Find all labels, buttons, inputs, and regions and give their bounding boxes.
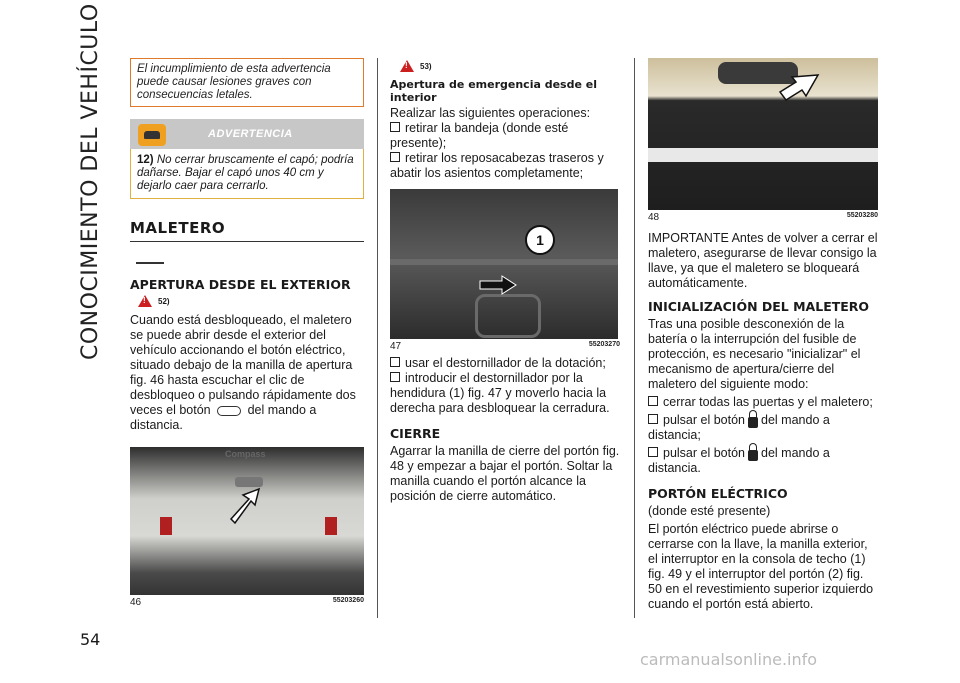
list-item-text: pulsar el botón: [663, 446, 746, 460]
column-divider: [377, 58, 378, 618]
figure-caption: [390, 341, 620, 352]
list-item-text: retirar los reposacabezas traseros y abatir los asientos completamente;: [390, 151, 604, 180]
list-item-text: introducir el destornillador por la hendidura (1) fig. 47 y moverlo hacia la derecha para desbloquear la cerradura.: [390, 371, 610, 415]
figure-code: 55203270: [588, 341, 620, 348]
arrow-icon: [478, 275, 518, 295]
warning-title: ADVERTENCIA: [208, 128, 293, 140]
important-note: IMPORTANTE Antes de volver a cerrar el maletero, asegurarse de llevar consigo la llave, ya que el maletero se bloqueará automáticamente.: [648, 231, 878, 290]
trunk-icon: [136, 248, 164, 264]
body-text: Tras una posible desconexión de la batería o la interrupción del fusible de protección, es necesario "inicializar" el mecanismo de apertura/cierre del maletero del siguiente modo:: [648, 317, 861, 391]
figure-number: 46: [130, 597, 142, 608]
chapter-title: CONOCIMIENTO DEL VEHÍCULO: [78, 3, 103, 360]
sidebar: [78, 3, 118, 360]
section-title: CIERRE: [390, 426, 441, 441]
callout-marker: 1: [525, 225, 555, 255]
list-item-text: usar el destornillador de la dotación;: [405, 356, 606, 370]
section-title: MALETERO: [130, 219, 364, 242]
safety-reference: [138, 295, 364, 307]
warning-body: [130, 149, 364, 199]
list-item: [390, 121, 620, 151]
vehicle-badge: Compass: [225, 449, 266, 459]
body-text: Agarrar la manilla de cierre del portón fig. 48 y empezar a bajar el portón. Soltar la manilla cuando el portón alcance la posición de cierre automático.: [390, 444, 620, 503]
figure-code: 55203260: [332, 597, 364, 604]
column-2: [390, 58, 620, 504]
key-fob-icon: [217, 406, 241, 416]
checkbox-bullet-icon: [648, 414, 658, 424]
arrow-icon: [776, 72, 822, 102]
reference-number: 52): [158, 296, 170, 306]
subtitle: (donde esté presente): [648, 504, 771, 518]
car-warning-icon: [138, 124, 166, 146]
figure-47-photo: [390, 189, 618, 339]
figure-caption: [130, 597, 364, 608]
list-item: [390, 371, 620, 416]
body-text: El portón eléctrico puede abrirse o cerrarse con la llave, la manilla exterior, el interruptor en la consola de techo (1) fig. 49 y el interruptor del portón (2) fig. 50 en el revestimiento superior izquierdo cuando el portón está abierto.: [648, 522, 874, 611]
unlock-icon: [748, 450, 758, 461]
warning-triangle-icon: [138, 295, 152, 307]
figure-number: 47: [390, 341, 402, 352]
figure-number: 48: [648, 212, 660, 223]
column-1: [130, 58, 364, 608]
checkbox-bullet-icon: [390, 122, 400, 132]
subheading: Apertura de emergencia desde el interior: [390, 78, 597, 104]
subsection-title: APERTURA DESDE EL EXTERIOR: [130, 277, 351, 292]
checkbox-bullet-icon: [390, 357, 400, 367]
checkbox-bullet-icon: [390, 152, 400, 162]
lock-icon: [748, 417, 758, 428]
warning-triangle-icon: [400, 60, 414, 72]
body-text-part: Cuando está desbloqueado, el maletero se puede abrir desde el exterior del vehículo accionando el botón eléctrico, situado debajo de la manilla de apertura fig. 46 hasta escuchar el clic de desbloqueo o pulsando rápidamente dos veces el botón: [130, 313, 356, 417]
figure-46-photo: [130, 447, 364, 595]
section-title: INICIALIZACIÓN DEL MALETERO: [648, 299, 870, 314]
page-number: 54: [80, 630, 101, 649]
warning-continued: El incumplimiento de esta advertencia puede causar lesiones graves con consecuencias letales.: [130, 58, 364, 107]
safety-reference: [400, 60, 620, 72]
list-item-text: pulsar el botón: [663, 413, 746, 427]
cargo-cover-recess: [475, 294, 541, 338]
arrow-icon: [225, 485, 265, 525]
checkbox-bullet-icon: [648, 396, 658, 406]
figure-caption: [648, 212, 878, 223]
tail-reflector: [325, 517, 337, 535]
tail-reflector: [160, 517, 172, 535]
reference-number: 53): [420, 61, 432, 71]
light-reflection: [648, 148, 878, 162]
list-item-text: del mando a distancia.: [648, 446, 830, 475]
watermark: carmanualsonline.info: [640, 650, 818, 669]
list-item: [648, 395, 878, 410]
warning-header: [130, 119, 364, 149]
list-item: [648, 413, 878, 443]
warning-text: No cerrar bruscamente el capó; podría dañarse. Bajar el capó unos 40 cm y dejarlo caer para cerrarlo.: [137, 154, 354, 192]
list-item: [390, 356, 620, 371]
trim-edge: [390, 259, 618, 265]
list-item-text: cerrar todas las puertas y el maletero;: [663, 395, 873, 409]
figure-48-photo: [648, 58, 878, 210]
list-item-text: retirar la bandeja (donde esté presente);: [390, 121, 569, 150]
body-text-part: del mando a distancia.: [130, 403, 317, 432]
body-text: [130, 313, 364, 433]
intro-text: Realizar las siguientes operaciones:: [390, 106, 591, 120]
list-item: [648, 446, 878, 476]
checkbox-bullet-icon: [390, 372, 400, 382]
column-divider: [634, 58, 635, 618]
figure-code: 55203280: [846, 212, 878, 219]
checkbox-bullet-icon: [648, 447, 658, 457]
column-3: [648, 58, 878, 612]
section-title: PORTÓN ELÉCTRICO: [648, 486, 788, 501]
list-item-text: del mando a distancia;: [648, 413, 830, 442]
warning-number: 12): [137, 154, 154, 166]
list-item: [390, 151, 620, 181]
